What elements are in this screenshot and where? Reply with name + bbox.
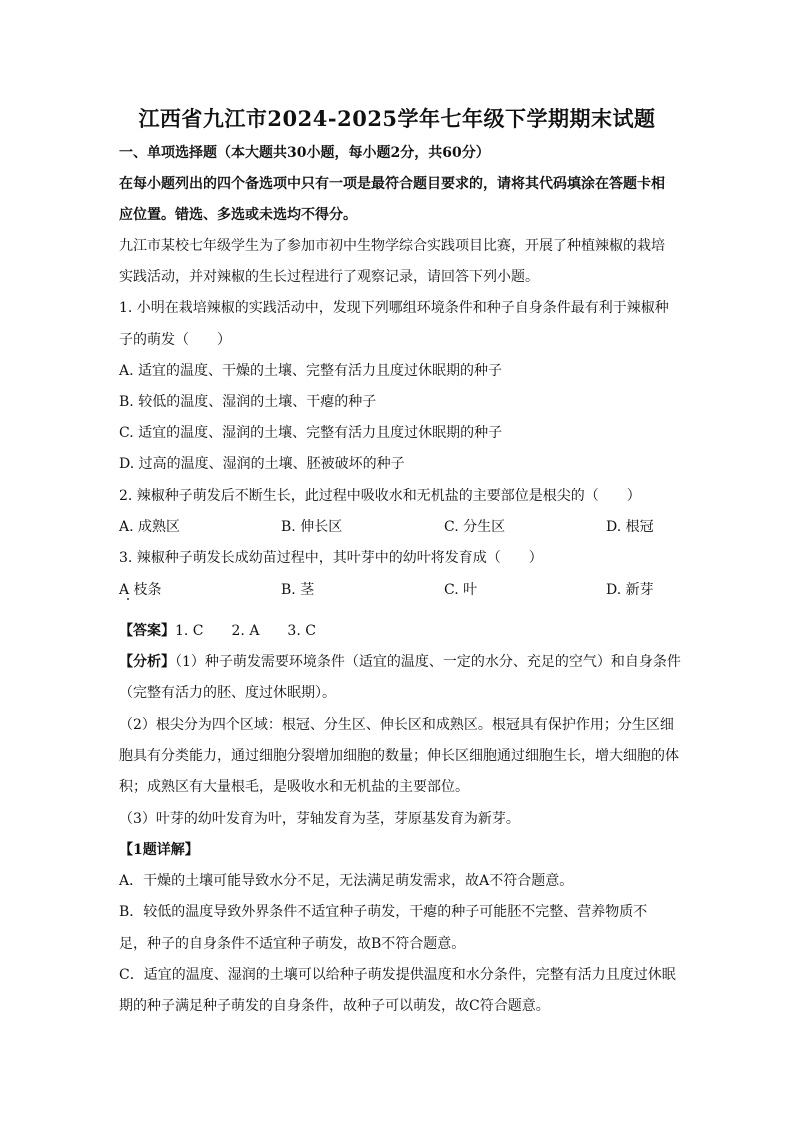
section-heading: 一、单项选择题（本大题共30小题，每小题2分，共60分）: [119, 145, 490, 161]
analysis-label: 【分析】: [119, 654, 175, 670]
answer-text: 1. C 2. A 3. C: [175, 623, 316, 639]
q1-option-a: A. 适宜的温度、干燥的土壤、完整有活力且度过休眠期的种子: [119, 363, 503, 379]
analysis-p2-2: 胞具有分类能力，通过细胞分裂增加细胞的数量；伸长区细胞通过细胞生长，增大细胞的体: [119, 748, 679, 764]
instruction-line-1: 在每小题列出的四个备选项中只有一项是最符合题目要求的，请将其代码填涂在答题卡相: [119, 176, 665, 192]
detail-a: A．干燥的土壤可能导致水分不足，无法满足萌发需求，故A不符合题意。: [119, 873, 574, 889]
stray-dot-mark: [127, 598, 129, 600]
context-line-2: 实践活动，并对辣椒的生长过程进行了观察记录，请回答下列小题。: [119, 269, 539, 285]
detail-c-1: C．适宜的温度、湿润的土壤可以给种子萌发提供温度和水分条件，完整有活力且度过休眠: [119, 967, 676, 983]
q3-option-a: A 枝条: [119, 582, 162, 598]
answer-line: [119, 621, 316, 641]
context-line-1: 九江市某校七年级学生为了参加市初中生物学综合实践项目比赛，开展了种植辣椒的栽培: [119, 238, 665, 254]
q3-option-d: D. 新芽: [606, 582, 654, 598]
instruction-line-2: 应位置。错选、多选或未选均不得分。: [119, 207, 357, 223]
q3-option-b: B. 茎: [281, 582, 315, 598]
q2-option-a: A. 成熟区: [119, 519, 181, 535]
detail-b-1: B．较低的温度导致外界条件不适宜种子萌发，干瘪的种子可能胚不完整、营养物质不: [119, 904, 648, 920]
answer-label: 【答案】: [119, 623, 175, 639]
q3-option-c: C. 叶: [444, 582, 478, 598]
q2-option-c: C. 分生区: [444, 519, 506, 535]
q1-stem-1: 1. 小明在栽培辣椒的实践活动中，发现下列哪组环境条件和种子自身条件最有利于辣椒种: [119, 300, 669, 316]
detail-heading: 【1题详解】: [119, 842, 199, 858]
analysis-p3: （3）叶芽的幼叶发育为叶，芽轴发育为茎，芽原基发育为新芽。: [119, 811, 520, 827]
q1-option-d: D. 过高的温度、湿润的土壤、胚被破坏的种子: [119, 456, 405, 472]
q1-stem-2: 子的萌发（ ）: [119, 332, 231, 348]
analysis-p2-3: 积；成熟区有大量根毛，是吸收水和无机盐的主要部位。: [119, 779, 469, 795]
q2-option-b: B. 伸长区: [281, 519, 343, 535]
q2-option-d: D. 根冠: [606, 519, 654, 535]
q2-stem: 2. 辣椒种子萌发后不断生长，此过程中吸收水和无机盐的主要部位是根尖的（ ）: [119, 488, 641, 504]
q1-option-b: B. 较低的温度、湿润的土壤、干瘪的种子: [119, 394, 377, 410]
q1-option-c: C. 适宜的温度、湿润的土壤、完整有活力且度过休眠期的种子: [119, 425, 503, 441]
analysis-p1-2: （完整有活力的胚、度过休眠期）。: [119, 685, 336, 701]
analysis-p1-1: （1）种子萌发需要环境条件（适宜的温度、一定的水分、充足的空气）和自身条件: [175, 654, 681, 670]
page-title: 江西省九江市2024-2025学年七年级下学期期末试题: [138, 106, 656, 131]
q3-stem: 3. 辣椒种子萌发长成幼苗过程中，其叶芽中的幼叶将发育成（ ）: [119, 550, 543, 566]
analysis-line-1: [119, 652, 681, 672]
analysis-p2-1: （2）根尖分为四个区域：根冠、分生区、伸长区和成熟区。根冠具有保护作用；分生区细: [119, 717, 674, 733]
detail-b-2: 足，种子的自身条件不适宜种子萌发，故B不符合题意。: [119, 936, 466, 952]
detail-c-2: 期的种子满足种子萌发的自身条件，故种子可以萌发，故C符合题意。: [119, 998, 550, 1014]
